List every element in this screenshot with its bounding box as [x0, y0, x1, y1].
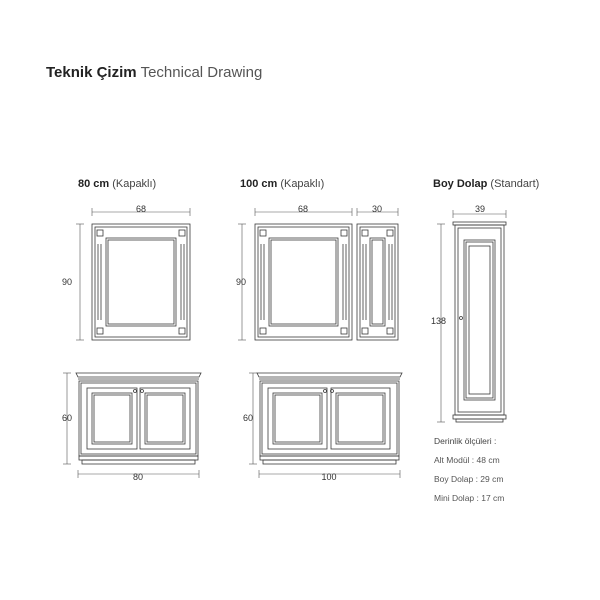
- depth-item-boy-dolap: Boy Dolap : 29 cm: [434, 474, 504, 484]
- dim-tall-height: 138: [431, 316, 447, 326]
- dim-mirror80-height: 90: [62, 277, 73, 287]
- title-light: Technical Drawing: [140, 64, 263, 81]
- mirror-100cm-side: [357, 208, 398, 340]
- base-cabinet-100cm: [249, 373, 402, 478]
- mirror-80cm: [76, 208, 190, 340]
- dim-base80-height: 60: [62, 413, 73, 423]
- heading-boy-bold: Boy Dolap: [433, 178, 488, 190]
- depth-heading: Derinlik ölçüleri :: [434, 436, 497, 446]
- dim-mirror80-width: 68: [135, 204, 147, 214]
- heading-80cm-bold: 80 cm: [78, 178, 110, 190]
- depth-item-mini-dolap: Mini Dolap : 17 cm: [434, 493, 505, 503]
- heading-100cm-light: (Kapaklı): [280, 178, 325, 190]
- tall-cabinet: [437, 210, 506, 422]
- heading-80cm-light: (Kapaklı): [112, 178, 157, 190]
- dim-mirror100-height: 90: [236, 277, 247, 287]
- title-bold: Teknik Çizim: [46, 64, 137, 81]
- heading-boy-light: (Standart): [490, 178, 540, 190]
- dim-base80-width: 80: [132, 472, 144, 482]
- depth-item-alt-modul: Alt Modül : 48 cm: [434, 455, 500, 465]
- dim-tall-width: 39: [474, 204, 486, 214]
- dim-mirror100-small-width: 30: [371, 204, 383, 214]
- base-cabinet-80cm: [63, 373, 201, 478]
- dim-mirror100-width: 68: [297, 204, 309, 214]
- dim-base100-width: 100: [321, 472, 337, 482]
- dim-base100-height: 60: [243, 413, 254, 423]
- heading-100cm-bold: 100 cm: [240, 178, 278, 190]
- mirror-100cm: [238, 208, 352, 340]
